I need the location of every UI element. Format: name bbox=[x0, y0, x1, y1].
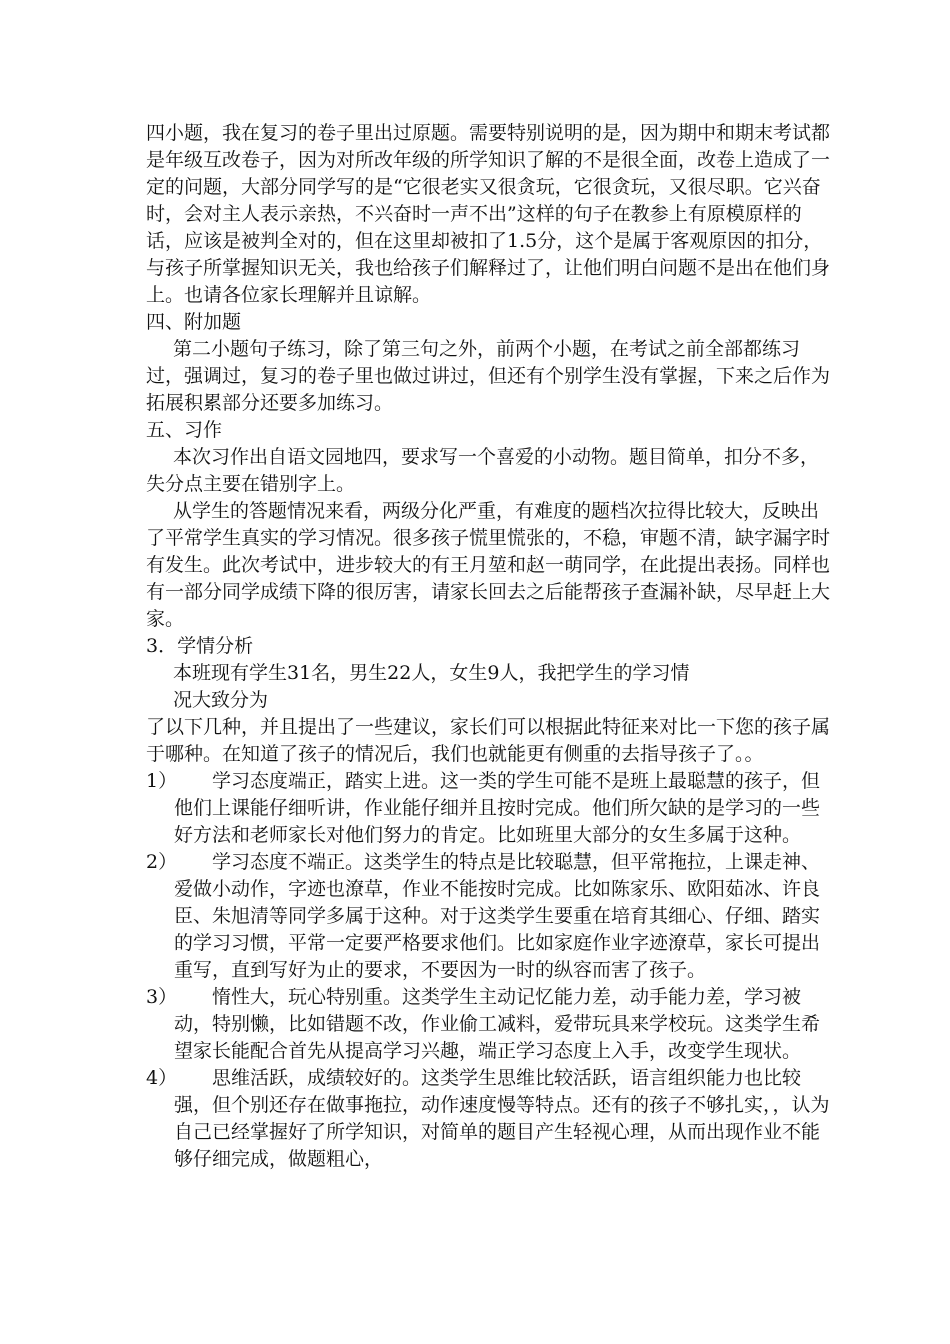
paragraph-section5-body2: 从学生的答题情况来看，两级分化严重，有难度的题档次拉得比较大，反映出了平常学生真实的学习情况。很多孩子慌里慌张的，不稳，审题不清，缺字漏字时有发生。此次考试中，进步较大的有王月堃和赵一萌同学，在此提出表扬。同样也有一部分同学成绩下降的很厉害，请家长回去之后能帮孩子查漏补缺，尽早赶上大家。 bbox=[146, 500, 831, 630]
list-item bbox=[146, 984, 836, 1065]
list-item-number: 2） bbox=[146, 851, 178, 873]
list-item-number: 1） bbox=[146, 770, 178, 792]
list-item-text: 学习态度端正，踏实上进。这一类的学生可能不是班上最聪慧的孩子，但他们上课能仔细听讲，作业能仔细并且按时完成。他们所欠缺的是学习的一些好方法和老师家长对他们努力的肯定。比如班里大部分的女生多属于这种。 bbox=[174, 770, 821, 846]
list-item-number: 3） bbox=[146, 986, 178, 1008]
list-item bbox=[146, 768, 836, 849]
heading-analysis: 3．学情分析 bbox=[146, 635, 254, 657]
document-body bbox=[146, 120, 836, 1173]
paragraph-analysis-intro-rest: 了以下几种，并且提出了一些建议，家长们可以根据此特征来对比一下您的孩子属于哪种。在知道了孩子的情况后，我们也就能更有侧重的去指导孩子了。。 bbox=[146, 716, 831, 765]
paragraph-analysis-intro-line2: 况大致分为 bbox=[173, 689, 269, 711]
heading-section5: 五、习作 bbox=[146, 419, 223, 441]
list-item bbox=[146, 849, 836, 984]
list-item-number: 4） bbox=[146, 1067, 178, 1089]
list-item-text: 思维活跃，成绩较好的。这类学生思维比较活跃，语言组织能力也比较强，但个别还存在做事拖拉，动作速度慢等特点。还有的孩子不够扎实，，认为自己已经掌握好了所学知识，对简单的题目产生轻视心理，从而出现作业不能够仔细完成，做题粗心， bbox=[174, 1067, 830, 1170]
list-item bbox=[146, 1065, 836, 1173]
paragraph-section4-body: 第二小题句子练习，除了第三句之外，前两个小题，在考试之前全部都练习过，强调过，复习的卷子里也做过讲过，但还有个别学生没有掌握，下来之后作为拓展积累部分还要多加练习。 bbox=[146, 338, 831, 414]
paragraph-analysis-intro-line1: 本班现有学生31名，男生22人，女生9人，我把学生的学习情 bbox=[173, 662, 690, 684]
list-item-text: 学习态度不端正。这类学生的特点是比较聪慧，但平常拖拉，上课走神、爱做小动作，字迹也潦草，作业不能按时完成。比如陈家乐、欧阳茹冰、许良臣、朱旭清等同学多属于这种。对于这类学生要重在培育其细心、仔细、踏实的学习习惯，平常一定要严格要求他们。比如家庭作业字迹潦草，家长可提出重写，直到写好为止的要求，不要因为一时的纵容而害了孩子。 bbox=[174, 851, 821, 981]
paragraph-section3-tail: 四小题，我在复习的卷子里出过原题。需要特别说明的是，因为期中和期末考试都是年级互改卷子，因为对所改年级的所学知识了解的不是很全面，改卷上造成了一定的问题，大部分同学写的是“它很老实又很贪玩，它很贪玩，又很尽职。它兴奋时，会对主人表示亲热，不兴奋时一声不出”这样的句子在教参上有原模原样的话，应该是被判全对的，但在这里却被扣了1.5分，这个是属于客观原因的扣分，与孩子所掌握知识无关，我也给孩子们解释过了，让他们明白问题不是出在他们身上。也请各位家长理解并且谅解。 bbox=[146, 122, 831, 306]
heading-section4: 四、附加题 bbox=[146, 311, 242, 333]
list-item-text: 惰性大，玩心特别重。这类学生主动记忆能力差，动手能力差，学习被动，特别懒，比如错题不改，作业偷工减料，爱带玩具来学校玩。这类学生希望家长能配合首先从提高学习兴趣，端正学习态度上入手，改变学生现状。 bbox=[174, 986, 821, 1062]
paragraph-section5-body1: 本次习作出自语文园地四，要求写一个喜爱的小动物。题目简单，扣分不多，失分点主要在错别字上。 bbox=[146, 446, 820, 495]
